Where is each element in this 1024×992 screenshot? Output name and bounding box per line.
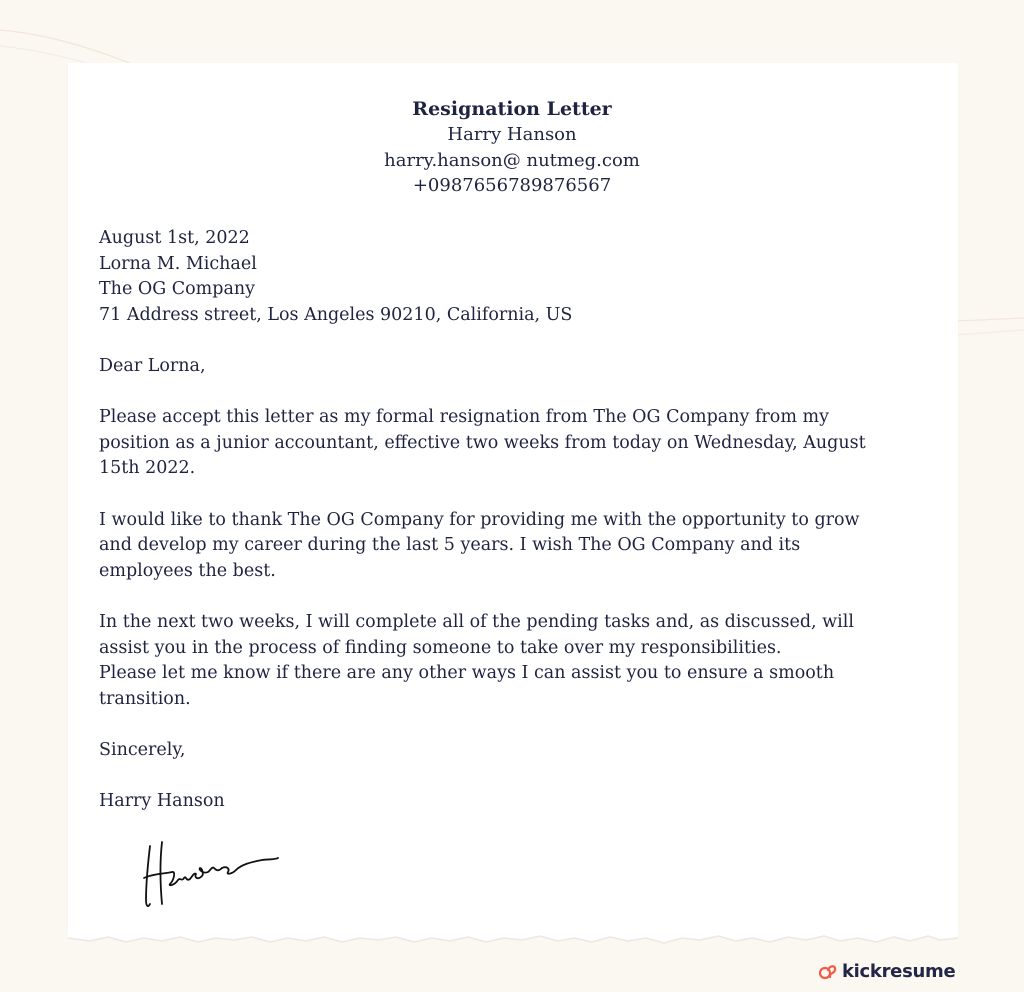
paragraph-1-line: Please accept this letter as my formal resignation from The OG Company from my	[99, 407, 829, 428]
letter-title: Resignation Letter	[412, 98, 612, 120]
closing: Sincerely,	[99, 739, 186, 760]
kickresume-brand	[818, 958, 955, 984]
signer-name: Harry Hanson	[99, 791, 225, 812]
torn-paper-edge	[68, 926, 958, 956]
paragraph-3-line: In the next two weeks, I will complete all of the pending tasks and, as discussed, will	[99, 611, 854, 632]
sender-email: harry.hanson@ nutmeg.com	[384, 149, 640, 171]
brand-name: kickresume	[842, 960, 956, 982]
paragraph-3-line: Please let me know if there are any other ways I can assist you to ensure a smooth	[99, 663, 835, 684]
paragraph-2-line: employees the best.	[99, 560, 276, 581]
kickresume-logo-icon	[818, 961, 838, 981]
recipient-name: Lorna M. Michael	[99, 253, 257, 274]
salutation: Dear Lorna,	[99, 355, 206, 376]
recipient-address: 71 Address street, Los Angeles 90210, California, US	[99, 304, 573, 325]
handwritten-signature	[140, 838, 285, 916]
paragraph-3-line: assist you in the process of finding someone to take over my responsibilities.	[99, 637, 782, 658]
paragraph-2-line: and develop my career during the last 5 years. I wish The OG Company and its	[99, 535, 801, 556]
sender-name: Harry Hanson	[447, 124, 577, 145]
paragraph-1-line: 15th 2022.	[99, 458, 196, 479]
sender-phone: +0987656789876567	[412, 175, 612, 196]
letter-body	[99, 226, 929, 815]
letter-header	[0, 96, 1024, 199]
letter-date: August 1st, 2022	[99, 228, 250, 248]
paragraph-2-line: I would like to thank The OG Company for providing me with the opportunity to grow	[99, 509, 860, 530]
paragraph-3-line: transition.	[99, 688, 191, 709]
paragraph-1-line: position as a junior accountant, effective two weeks from today on Wednesday, August	[99, 432, 866, 453]
recipient-company: The OG Company	[99, 279, 256, 300]
